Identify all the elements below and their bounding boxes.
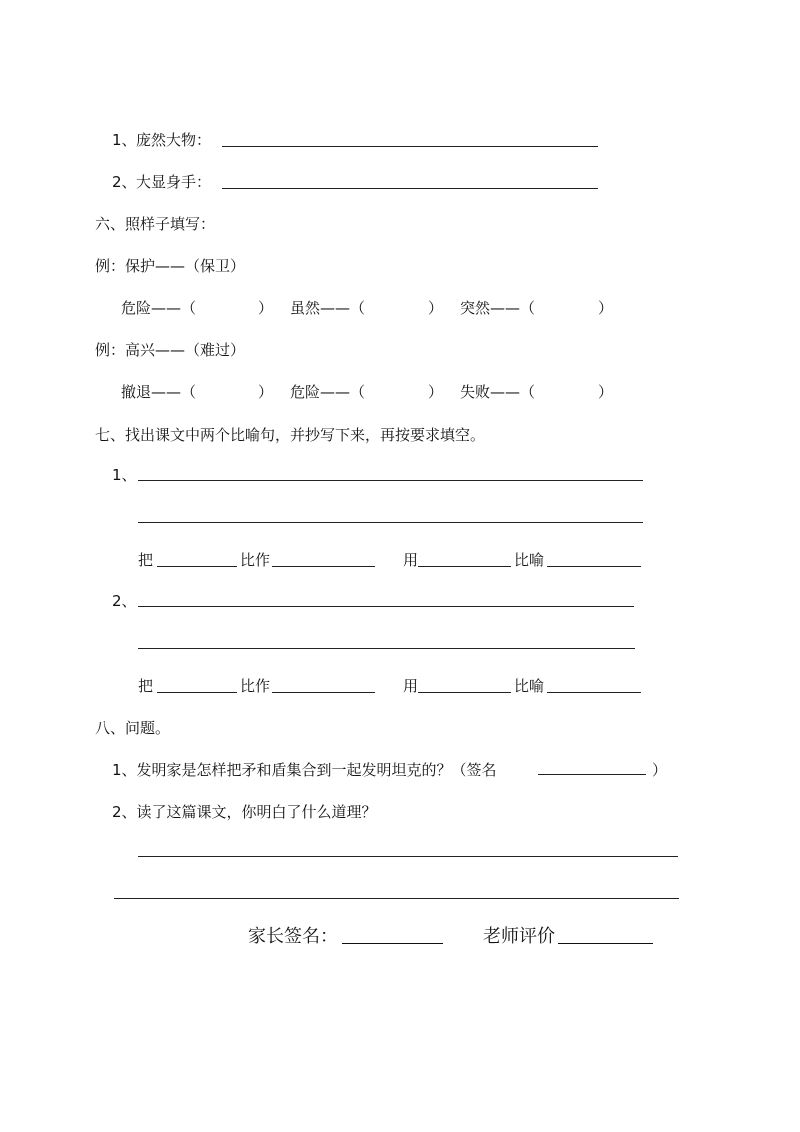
question-text: 1、发明家是怎样把矛和盾集合到一起发明坦克的？（签名 — [112, 761, 497, 779]
answer-line[interactable] — [138, 606, 634, 607]
bizuo-label: 比作 — [240, 551, 271, 569]
yong-label: 用 — [403, 677, 419, 695]
blank-line[interactable] — [272, 566, 375, 567]
section-title: 八、问题。 — [95, 719, 171, 737]
biyu-label: 比喻 — [514, 551, 545, 569]
signature-line[interactable] — [538, 774, 646, 775]
blank-line[interactable] — [157, 692, 237, 693]
close-paren: ） — [428, 383, 444, 401]
yong-label: 用 — [403, 551, 419, 569]
item-number: 2、 — [112, 592, 137, 610]
bizuo-label: 比作 — [240, 677, 271, 695]
blank-line[interactable] — [547, 566, 641, 567]
parent-sign-line[interactable] — [342, 943, 443, 944]
blank-line[interactable] — [418, 692, 511, 693]
close-paren: ） — [258, 383, 274, 401]
blank-line[interactable] — [418, 566, 511, 567]
answer-line[interactable] — [138, 856, 678, 857]
word-prompt: 虽然——（ — [290, 299, 366, 317]
ba-label: 把 — [138, 677, 154, 695]
answer-line[interactable] — [222, 146, 598, 147]
word-prompt: 突然——（ — [460, 299, 536, 317]
idiom-label: 庞然大物： — [136, 131, 212, 149]
item-number: 1、 — [112, 131, 137, 149]
close-paren: ） — [428, 299, 444, 317]
answer-line[interactable] — [138, 480, 643, 481]
answer-line[interactable] — [114, 898, 679, 899]
close-paren: ） — [598, 383, 614, 401]
example-text: 例：保护——（保卫） — [95, 257, 246, 275]
answer-line[interactable] — [138, 522, 643, 523]
answer-line[interactable] — [222, 188, 598, 189]
answer-line[interactable] — [138, 648, 635, 649]
close-paren: ） — [598, 299, 614, 317]
parent-sign-label: 家长签名： — [248, 926, 338, 947]
close-paren: ） — [258, 299, 274, 317]
example-text: 例：高兴——（难过） — [95, 341, 246, 359]
close-paren: ） — [652, 761, 668, 779]
teacher-eval-label: 老师评价 — [483, 926, 555, 947]
blank-line[interactable] — [272, 692, 375, 693]
word-prompt: 危险——（ — [121, 299, 197, 317]
biyu-label: 比喻 — [514, 677, 545, 695]
ba-label: 把 — [138, 551, 154, 569]
word-prompt: 撤退——（ — [121, 383, 197, 401]
idiom-label: 大显身手： — [136, 173, 212, 191]
blank-line[interactable] — [547, 692, 641, 693]
blank-line[interactable] — [157, 566, 237, 567]
item-number: 1、 — [112, 466, 137, 484]
section-title: 七、找出课文中两个比喻句，并抄写下来，再按要求填空。 — [95, 426, 486, 444]
teacher-eval-line[interactable] — [558, 943, 653, 944]
word-prompt: 失败——（ — [460, 383, 536, 401]
question-text: 2、读了这篇课文，你明白了什么道理？ — [112, 803, 377, 821]
section-title: 六、照样子填写： — [95, 215, 216, 233]
word-prompt: 危险——（ — [290, 383, 366, 401]
item-number: 2、 — [112, 173, 137, 191]
